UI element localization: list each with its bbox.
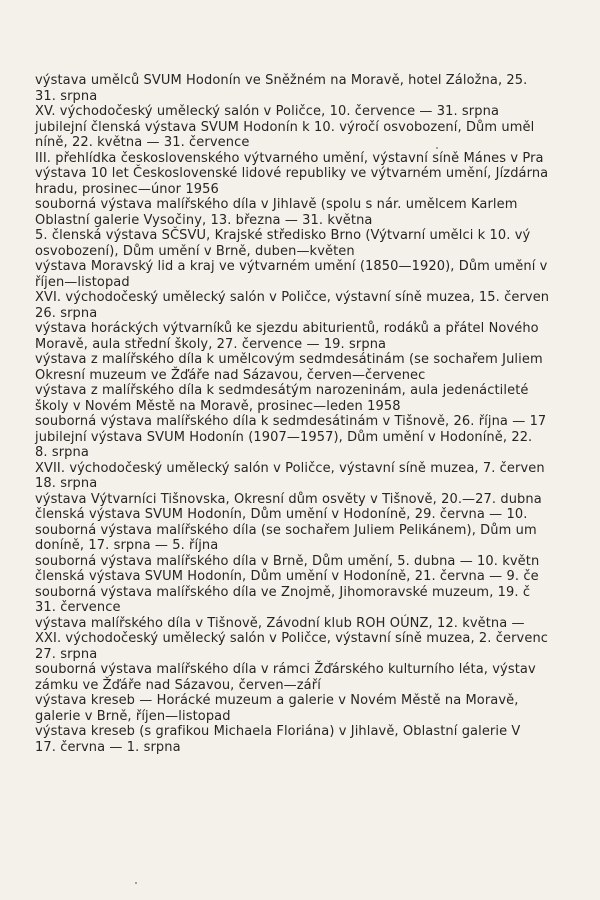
text-line: níně, 22. května — 31. července xyxy=(35,135,250,150)
text-line: členská výstava SVUM Hodonín, Dům umění v Hodoníně, 21. června — 9. če xyxy=(35,569,539,584)
text-line: XXI. východočeský umělecký salón v Poličce, výstavní síně muzea, 2. červenc xyxy=(35,631,549,646)
text-line: osvobození), Dům umění v Brně, duben—květen xyxy=(35,243,355,259)
text-line: 27. srpna xyxy=(35,646,98,662)
text-line: 31. srpna xyxy=(35,88,98,104)
text-line: souborná výstava malířského díla ve Znojmě, Jihomoravské muzeum, 19. č xyxy=(35,584,531,600)
text-line: jubilejní členská výstava SVUM Hodonín k 10. výročí osvobození, Dům uměl xyxy=(35,119,535,135)
exhibition-list xyxy=(35,73,600,755)
text-line: XVII. východočeský umělecký salón v Poličce, výstavní síně muzea, 7. červen xyxy=(35,460,545,476)
text-line: výstava kreseb — Horácké muzeum a galerie v Novém Městě na Moravě, xyxy=(35,693,519,708)
text-line: říjen—listopad xyxy=(35,274,130,290)
text-line: výstava umělců SVUM Hodonín ve Sněžném na Moravě, hotel Záložna, 25. xyxy=(35,73,528,88)
text-line: souborná výstava malířského díla k sedmdesátinám v Tišnově, 26. října — 17 xyxy=(35,414,547,429)
text-line: 18. srpna xyxy=(35,476,98,491)
text-line: hradu, prosinec—únor 1956 xyxy=(35,181,219,197)
paper-speck xyxy=(135,882,137,884)
text-line: XVI. východočeský umělecký salón v Poličce, výstavní síně muzea, 15. červen xyxy=(35,290,550,305)
text-line: doníně, 17. srpna — 5. října xyxy=(35,538,219,553)
text-line: 17. června — 1. srpna xyxy=(35,739,181,755)
text-line: souborná výstava malířského díla (se sochařem Juliem Pelikánem), Dům um xyxy=(35,522,537,538)
text-line: výstava Výtvarníci Tišnovska, Okresní dům osvěty v Tišnově, 20.—27. dubna xyxy=(35,491,542,507)
text-line: souborná výstava malířského díla v Brně, Dům umění, 5. dubna — 10. květn xyxy=(35,553,540,569)
text-line: Okresní muzeum ve Žďáře nad Sázavou, červen—červenec xyxy=(35,367,426,383)
text-line: jubilejní výstava SVUM Hodonín (1907—1957), Dům umění v Hodoníně, 22. xyxy=(35,429,533,445)
text-line: souborná výstava malířského díla v Jihlavě (spolu s nár. umělcem Karlem xyxy=(35,197,518,212)
text-line: školy v Novém Městě na Moravě, prosinec—leden 1958 xyxy=(35,398,401,414)
text-line: výstava Moravský lid a kraj ve výtvarném umění (1850—1920), Dům umění v xyxy=(35,259,548,274)
text-line: výstava horáckých výtvarníků ke sjezdu abiturientů, rodáků a přátel Nového xyxy=(35,321,539,336)
text-line: 5. členská výstava SČSVU, Krajské středisko Brno (Výtvarní umělci k 10. vý xyxy=(35,228,531,243)
text-line: výstava kreseb (s grafikou Michaela Floriána) v Jihlavě, Oblastní galerie V xyxy=(35,724,521,739)
text-line: Oblastní galerie Vysočiny, 13. března — 31. května xyxy=(35,212,373,228)
text-line: výstava z malířského díla k umělcovým sedmdesátinám (se sochařem Juliem xyxy=(35,352,543,367)
text-line: výstava malířského díla v Tišnově, Závodní klub ROH OÚNZ, 12. května — xyxy=(35,615,525,631)
text-line: výstava z malířského díla k sedmdesátým narozeninám, aula jedenáctileté xyxy=(35,383,529,398)
text-line: 8. srpna xyxy=(35,445,89,460)
text-line: 31. července xyxy=(35,600,121,615)
text-line: Moravě, aula střední školy, 27. července — 19. srpna xyxy=(35,336,387,352)
text-line: 26. srpna xyxy=(35,305,98,321)
paper-speck xyxy=(436,147,438,149)
text-line: III. přehlídka československého výtvarného umění, výstavní síně Mánes v Pra xyxy=(35,150,544,166)
text-line: souborná výstava malířského díla v rámci Žďárského kulturního léta, výstav xyxy=(35,662,536,677)
text-line: zámku ve Žďáře nad Sázavou, červen—září xyxy=(35,677,321,693)
text-line: výstava 10 let Československé lidové republiky ve výtvarném umění, Jízdárna xyxy=(35,166,549,181)
text-line: XV. východočeský umělecký salón v Poličce, 10. července — 31. srpna xyxy=(35,104,500,119)
text-line: galerie v Brně, říjen—listopad xyxy=(35,708,231,724)
text-line: členská výstava SVUM Hodonín, Dům umění v Hodoníně, 29. června — 10. xyxy=(35,507,528,522)
